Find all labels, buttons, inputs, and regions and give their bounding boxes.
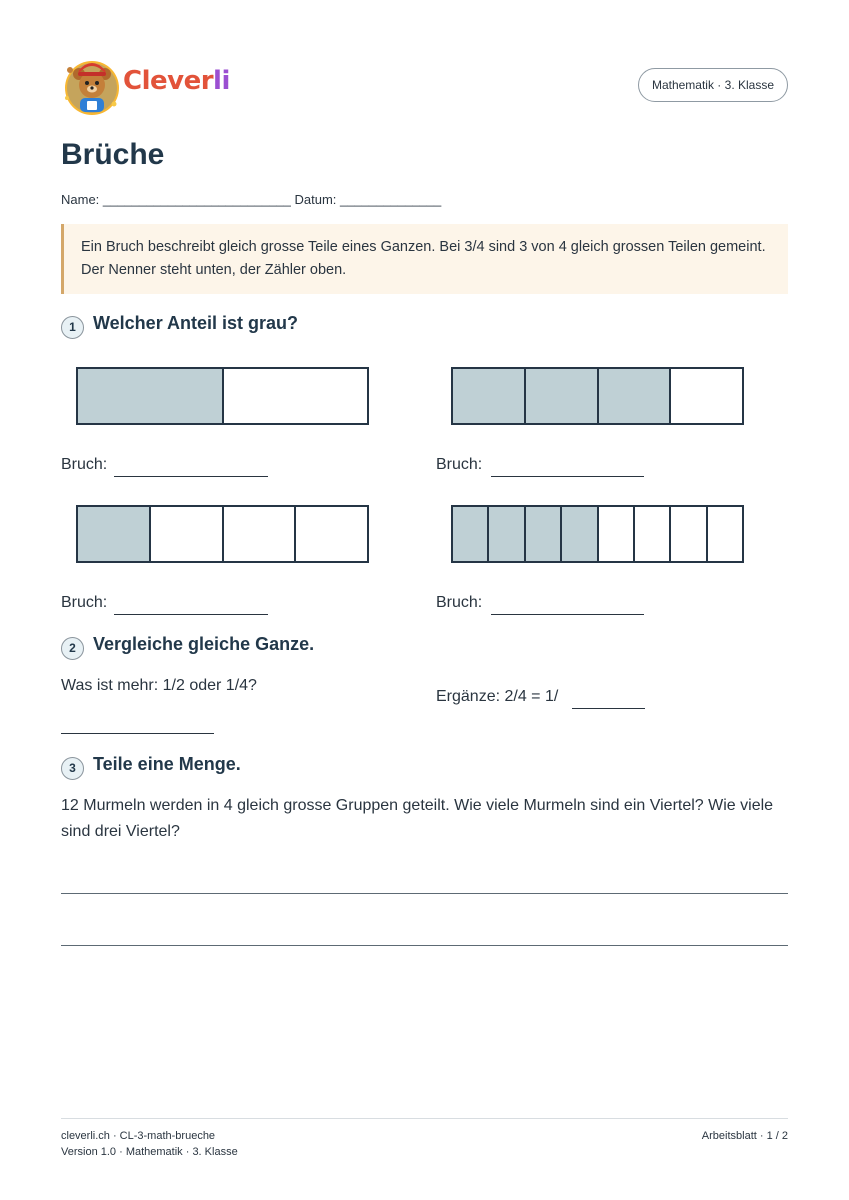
answer-blank[interactable] [491,476,644,477]
shaded-part [526,369,599,423]
shaded-part [562,507,598,561]
shaded-part [453,369,526,423]
fraction-bar-2 [451,367,744,425]
bruch-label: Bruch: [61,456,108,473]
info-text: Ein Bruch beschreibt gleich grosse Teile eines Ganzen. Bei 3/4 sind 3 von 4 gleich grossen Teilen gemeint. Der Nenner steht unten, der Zähler oben. [81,239,766,278]
shaded-part [489,507,525,561]
complete-fraction-prompt: Ergänze: 2/4 = 1/ [436,688,559,705]
info-box [61,224,788,294]
answer-line[interactable] [61,945,788,946]
page-indicator: Arbeitsblatt · 1 / 2 [701,1130,788,1142]
answer-blank[interactable] [114,614,268,615]
fraction-bar-4 [451,505,744,563]
bruch-label: Bruch: [436,456,483,473]
empty-part [224,369,368,423]
empty-part [635,507,671,561]
empty-part [151,507,224,561]
section-number: 2 [61,637,84,660]
section-number: 1 [61,316,84,339]
page-header [61,52,788,118]
page-footer [61,1118,788,1160]
section-title: Teile eine Menge. [93,754,241,774]
shaded-part [599,369,672,423]
section-title: Vergleiche gleiche Ganze. [93,634,315,654]
shaded-part [526,507,562,561]
answer-blank[interactable] [61,733,214,734]
empty-part [671,507,707,561]
answer-line[interactable] [61,893,788,894]
shaded-part [78,369,224,423]
empty-part [224,507,297,561]
bear-mascot-icon [61,52,123,118]
bruch-label: Bruch: [436,594,483,611]
answer-blank[interactable] [572,708,645,709]
compare-question: Was ist mehr: 1/2 oder 1/4? [61,677,257,694]
section-number: 3 [61,757,84,780]
logo-wordmark: Cleverli [123,66,230,96]
name-date-line: Name: __________________________ Datum: ______________ [61,192,442,207]
cleverli-logo [61,52,231,118]
empty-part [708,507,742,561]
shaded-part [453,507,489,561]
fraction-bar-1 [76,367,369,425]
bruch-label: Bruch: [61,594,108,611]
shaded-part [78,507,151,561]
empty-part [599,507,635,561]
footer-line-1: cleverli.ch · CL-3-math-brueche [61,1130,216,1142]
fraction-bar-3 [76,505,369,563]
footer-line-2: Version 1.0 · Mathematik · 3. Klasse [61,1146,238,1158]
answer-blank[interactable] [114,476,268,477]
answer-blank[interactable] [491,614,644,615]
empty-part [296,507,367,561]
section-title: Welcher Anteil ist grau? [93,313,299,333]
empty-part [671,369,742,423]
subject-grade-badge: Mathematik · 3. Klasse [638,68,788,102]
page-title: Brüche [61,138,165,171]
marbles-task-text: 12 Murmeln werden in 4 gleich grosse Gruppen geteilt. Wie viele Murmeln sind ein Viertel? Wie viele sind drei Viertel? [61,797,774,840]
